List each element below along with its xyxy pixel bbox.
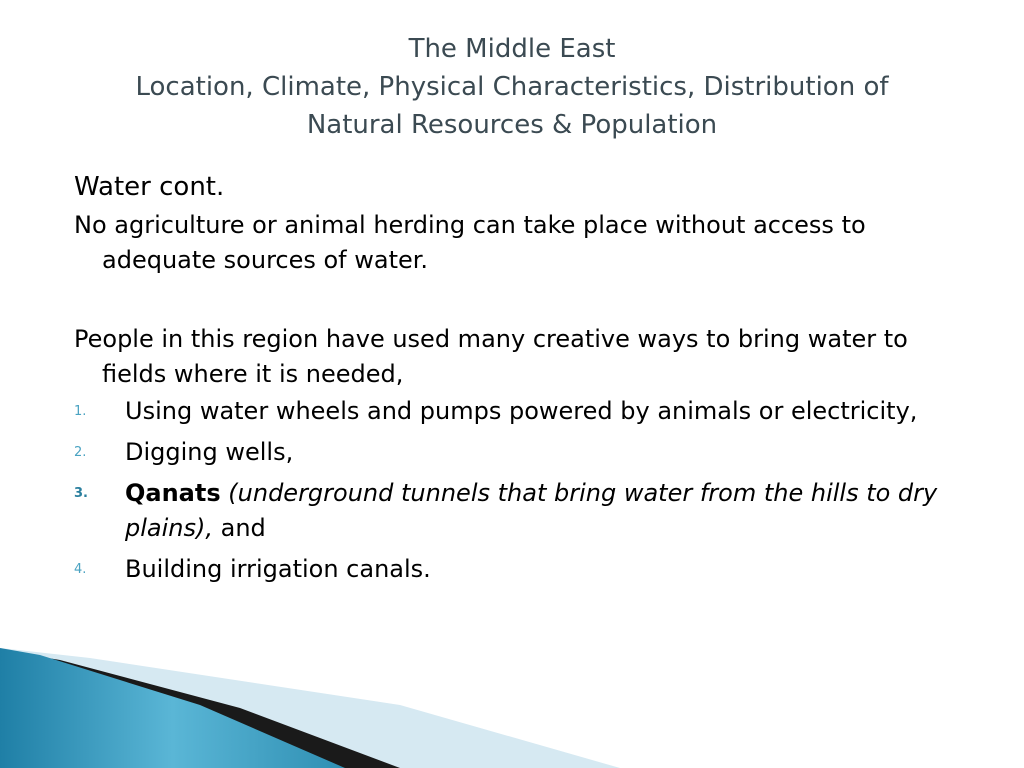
section-heading: Water cont. (74, 172, 225, 202)
list-number: 1. (74, 404, 87, 419)
list-item-text: Building irrigation canals. (125, 555, 431, 583)
list-item-text: Digging wells, (125, 438, 294, 466)
list-item-text: Using water wheels and pumps powered by animals or electricity, (125, 397, 918, 425)
list-number: 3. (74, 486, 88, 501)
title-line-3: Natural Resources & Population (306, 110, 718, 140)
paragraph-agriculture: No agriculture or animal herding can take place without access to adequate sources of water. (74, 211, 866, 274)
list-item (74, 435, 974, 470)
list-item-tail: and (220, 514, 266, 542)
list-item (74, 394, 974, 429)
list-number: 2. (74, 445, 87, 460)
slide-title (40, 30, 984, 144)
slide-body (74, 168, 974, 593)
list-number: 4. (74, 562, 87, 577)
list-item-italic-definition: (underground tunnels that bring water from the hills to dry plains), (125, 479, 938, 542)
title-line-2: Location, Climate, Physical Characteristics, Distribution of (135, 72, 889, 102)
list-item (74, 476, 974, 546)
list-item (74, 552, 974, 587)
list-item-bold-term: Qanats (125, 479, 221, 507)
title-line-1: The Middle East (408, 34, 616, 64)
paragraph-creative-ways: People in this region have used many creative ways to bring water to fields where it is needed, (74, 325, 908, 388)
